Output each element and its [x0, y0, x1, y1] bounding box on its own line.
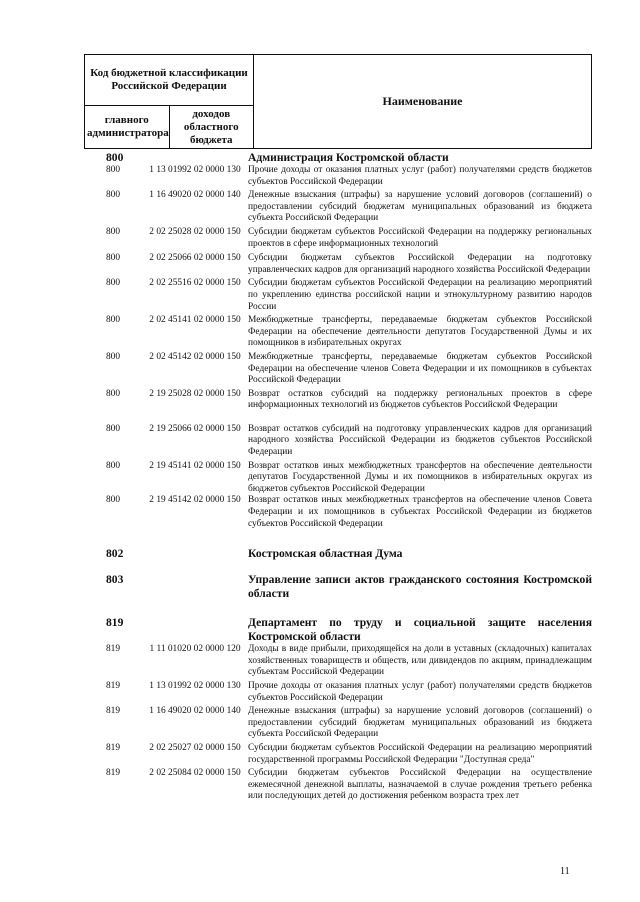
income-code: 1 11 01020 02 0000 120	[149, 644, 241, 655]
document-page	[84, 54, 592, 803]
table-row	[84, 389, 592, 412]
income-code	[142, 573, 248, 601]
row-name: Субсидии бюджетам субъектов Российской Федерации на поддержку региональных проектов в сфере информационных технологий	[248, 226, 592, 249]
income-code: 1 16 49020 02 0000 140	[149, 706, 241, 717]
row-name: Возврат остатков иных межбюджетных трансфертов на обеспечение деятельности депутатов Государственной Думы и их помощников в избирательных округах из бюджетов субъектов Российской Федерации	[248, 460, 592, 494]
table-row	[84, 573, 592, 601]
admin-code: 819	[105, 742, 121, 753]
table-row	[84, 495, 592, 530]
income-code: 2 02 25028 02 0000 150	[149, 226, 241, 237]
income-code: 2 19 25066 02 0000 150	[149, 423, 241, 434]
income-code	[142, 616, 248, 644]
row-name: Субсидии бюджетам субъектов Российской Федерации на подготовку управленческих кадров для организаций народного хозяйства Российской Федерации	[248, 253, 592, 275]
admin-code: 800	[105, 253, 121, 264]
table-row	[84, 165, 592, 188]
row-name: Доходы в виде прибыли, приходящейся на доли в уставных (складочных) капиталах хозяйственных товариществ и обществ, или дивидендов по акциям, принадлежащим субъектам Российской Федерации	[248, 644, 592, 678]
row-name: Межбюджетные трансферты, передаваемые бюджетам субъектов Российской Федерации на обеспечение деятельности депутатов Государственной Думы и их помощников в избирательных округах	[248, 315, 592, 349]
row-name: Субсидии бюджетам субъектов Российской Федерации на осуществление ежемесячной денежной выплаты, назначаемой в случае рождения третьего ребенка или последующих детей до достижения ребенком возраста трех лет	[248, 768, 592, 802]
income-code	[142, 547, 248, 561]
table-row	[84, 190, 592, 225]
table-row	[84, 424, 592, 459]
admin-code: 819	[105, 706, 121, 717]
table-row	[84, 644, 592, 679]
row-name: Межбюджетные трансферты, передаваемые бюджетам субъектов Российской Федерации на обеспечение членов Совета Федерации и их помощников в субъектах Российской Федерации	[248, 351, 592, 386]
row-name: Возврат остатков иных межбюджетных трансфертов на обеспечение членов Совета Федерации и их помощников в субъектах Российской Федерации из бюджетов субъектов Российской Федерации	[248, 495, 592, 529]
row-name: Возврат остатков субсидий на поддержку региональных проектов в сфере информационных технологий из бюджетов субъектов Российской Федерации	[248, 388, 592, 411]
admin-code: 800	[105, 351, 121, 362]
admin-column-header: главного администратора	[85, 106, 170, 149]
admin-code: 800	[106, 151, 124, 164]
page-number: 11	[560, 866, 570, 877]
row-name: Денежные взыскания (штрафы) за нарушение условий договоров (соглашений) о предоставлении субсидий бюджетам муниципальных образований из бюджета субъекта Российской Федерации	[248, 190, 592, 224]
admin-code: 819	[106, 616, 124, 630]
admin-code: 800	[105, 278, 121, 289]
admin-code: 800	[105, 423, 121, 434]
table-row	[84, 253, 592, 276]
row-name: Прочие доходы от оказания платных услуг (работ) получателями средств бюджетов субъектов Российской Федерации	[248, 681, 592, 703]
table-row	[84, 706, 592, 741]
income-code: 2 02 25084 02 0000 150	[149, 768, 241, 779]
budget-classification-header: Код бюджетной классификации Российской Федерации	[85, 55, 254, 106]
table-row	[84, 681, 592, 704]
table-row	[84, 547, 592, 561]
table-row	[84, 616, 592, 644]
table-header	[84, 54, 592, 149]
row-name: Управление записи актов гражданского состояния Костромской области	[248, 573, 592, 601]
row-name: Возврат остатков субсидий на подготовку управленческих кадров для организаций народного хозяйства Российской Федерации из бюджетов субъектов Российской Федерации	[248, 423, 592, 458]
table-row	[84, 352, 592, 387]
income-code: 2 02 25027 02 0000 150	[149, 742, 241, 753]
admin-code: 800	[105, 388, 121, 399]
row-name: Костромская областная Дума	[248, 547, 403, 561]
table-row	[84, 768, 592, 803]
table-row	[84, 743, 592, 766]
name-column-header: Наименование	[254, 55, 592, 149]
row-name: Субсидии бюджетам субъектов Российской Федерации на реализацию мероприятий государственной программы Российской Федерации "Доступная среда"	[248, 742, 592, 765]
income-code: 2 02 25066 02 0000 150	[149, 253, 241, 264]
income-code: 2 19 45142 02 0000 150	[149, 495, 241, 506]
admin-code: 800	[105, 460, 121, 471]
admin-code: 800	[105, 226, 121, 237]
admin-code: 800	[105, 495, 121, 506]
admin-code: 819	[105, 644, 121, 655]
income-code: 1 16 49020 02 0000 140	[149, 190, 241, 201]
admin-code: 800	[105, 165, 121, 175]
admin-code: 800	[105, 190, 121, 201]
admin-code: 802	[106, 547, 124, 561]
table-row	[84, 278, 592, 313]
row-name: Департамент по труду и социальной защите населения Костромской области	[248, 616, 592, 644]
income-code: 2 02 25516 02 0000 150	[149, 278, 241, 289]
income-code	[142, 151, 248, 165]
income-code: 2 19 25028 02 0000 150	[149, 388, 241, 399]
admin-code: 819	[105, 768, 121, 779]
table-row	[84, 151, 592, 165]
admin-code: 800	[105, 315, 121, 326]
row-name: Денежные взыскания (штрафы) за нарушение условий договоров (соглашений) о предоставлении субсидий бюджетам муниципальных образований из бюджета субъекта Российской Федерации	[248, 706, 592, 740]
income-code: 1 13 01992 02 0000 130	[149, 681, 241, 691]
income-code: 2 02 45142 02 0000 150	[149, 351, 241, 362]
row-name: Субсидии бюджетам субъектов Российской Федерации на реализацию мероприятий по укреплению единства российской нации и этнокультурному развитию народов России	[248, 278, 592, 312]
income-code: 1 13 01992 02 0000 130	[149, 165, 241, 175]
admin-code: 803	[106, 573, 124, 587]
income-code: 2 02 45141 02 0000 150	[149, 315, 241, 326]
table-body	[84, 151, 592, 803]
table-row	[84, 315, 592, 350]
table-row	[84, 461, 592, 496]
admin-code: 819	[105, 681, 121, 691]
row-name: Прочие доходы от оказания платных услуг (работ) получателями средств бюджетов субъектов Российской Федерации	[248, 165, 592, 187]
row-name: Администрация Костромской области	[248, 151, 449, 164]
table-row	[84, 227, 592, 250]
income-column-header: доходов областного бюджета	[169, 106, 254, 149]
income-code: 2 19 45141 02 0000 150	[149, 460, 241, 471]
